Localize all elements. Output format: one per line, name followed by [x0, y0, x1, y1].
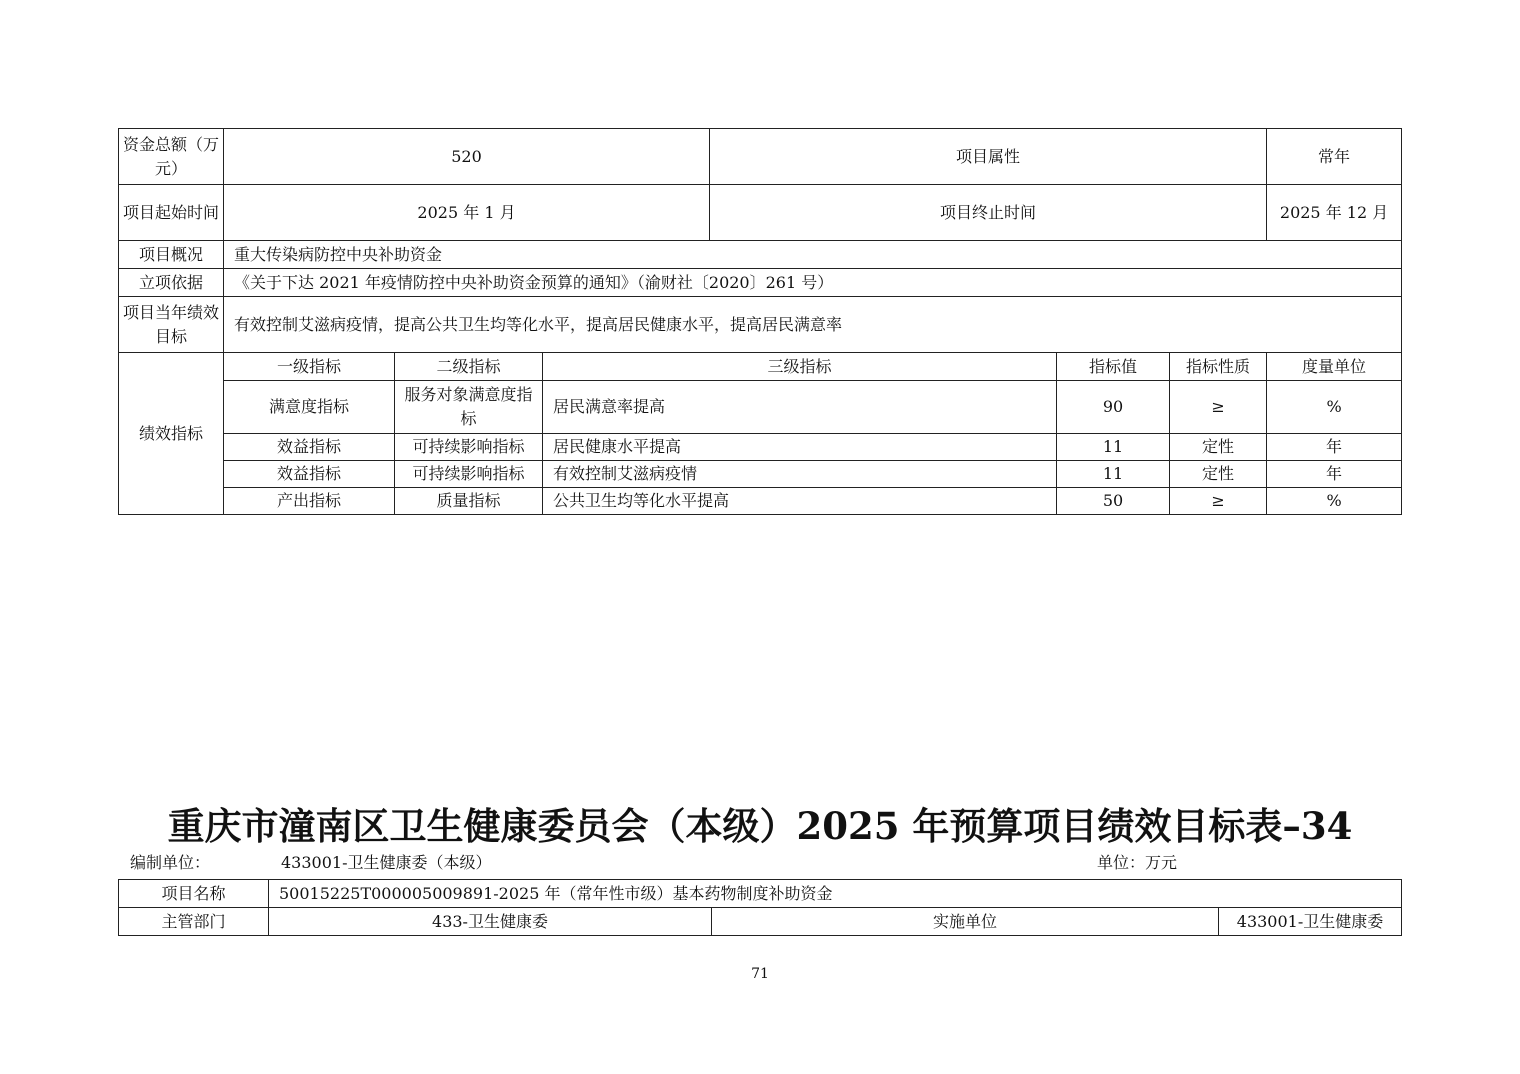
cell-level3: 公共卫生均等化水平提高 [543, 488, 1057, 515]
cell-level2: 质量指标 [395, 488, 543, 515]
goal-label: 项目当年绩效目标 [119, 297, 224, 353]
dept-value: 433-卫生健康委 [269, 908, 712, 936]
cell-nature: 定性 [1170, 434, 1267, 461]
end-label: 项目终止时间 [710, 185, 1267, 241]
header-level1: 一级指标 [224, 353, 395, 381]
cell-unit: 年 [1267, 434, 1402, 461]
cell-level2: 服务对象满意度指标 [395, 381, 543, 434]
cell-value: 50 [1057, 488, 1170, 515]
header-level2: 二级指标 [395, 353, 543, 381]
impl-label: 实施单位 [712, 908, 1219, 936]
cell-value: 90 [1057, 381, 1170, 434]
table-row [119, 434, 1402, 461]
cell-value: 11 [1057, 434, 1170, 461]
unit-label: 单位：万元 [1097, 853, 1178, 872]
end-value: 2025 年 12 月 [1267, 185, 1402, 241]
dept-label: 主管部门 [119, 908, 269, 936]
basis-label: 立项依据 [119, 269, 224, 297]
project-name-label: 项目名称 [119, 880, 269, 908]
header-unit: 度量单位 [1267, 353, 1402, 381]
page-number: 71 [751, 966, 769, 982]
cell-level1: 效益指标 [224, 461, 395, 488]
cell-level3: 有效控制艾滋病疫情 [543, 461, 1057, 488]
cell-level1: 效益指标 [224, 434, 395, 461]
table-row [119, 461, 1402, 488]
performance-table-33 [118, 128, 1402, 515]
cell-nature: 定性 [1170, 461, 1267, 488]
perf-label: 绩效指标 [119, 353, 224, 515]
cell-level1: 产出指标 [224, 488, 395, 515]
page-title: 重庆市潼南区卫生健康委员会（本级）2025 年预算项目绩效目标表–34 [167, 804, 1353, 848]
attr-label: 项目属性 [710, 129, 1267, 185]
cell-unit: 年 [1267, 461, 1402, 488]
cell-level3: 居民健康水平提高 [543, 434, 1057, 461]
org-label: 编制单位： [130, 853, 211, 872]
header-value: 指标值 [1057, 353, 1170, 381]
header-nature: 指标性质 [1170, 353, 1267, 381]
cell-level2: 可持续影响指标 [395, 461, 543, 488]
basis-value: 《关于下达 2021 年疫情防控中央补助资金预算的通知》（渝财社〔2020〕261 号） [224, 269, 1402, 297]
start-label: 项目起始时间 [119, 185, 224, 241]
cell-level1: 满意度指标 [224, 381, 395, 434]
cell-nature: ≥ [1170, 381, 1267, 434]
cell-unit: % [1267, 488, 1402, 515]
cell-value: 11 [1057, 461, 1170, 488]
cell-unit: % [1267, 381, 1402, 434]
cell-level3: 居民满意率提高 [543, 381, 1057, 434]
cell-nature: ≥ [1170, 488, 1267, 515]
table-row [119, 381, 1402, 434]
table-row [119, 488, 1402, 515]
overview-label: 项目概况 [119, 241, 224, 269]
impl-value: 433001-卫生健康委 [1219, 908, 1402, 936]
start-value: 2025 年 1 月 [224, 185, 710, 241]
attr-value: 常年 [1267, 129, 1402, 185]
fund-total-value: 520 [224, 129, 710, 185]
header-level3: 三级指标 [543, 353, 1057, 381]
goal-value: 有效控制艾滋病疫情，提高公共卫生均等化水平，提高居民健康水平，提高居民满意率 [224, 297, 1402, 353]
org-value: 433001-卫生健康委（本级） [281, 853, 492, 872]
overview-value: 重大传染病防控中央补助资金 [224, 241, 1402, 269]
fund-total-label: 资金总额（万元） [119, 129, 224, 185]
cell-level2: 可持续影响指标 [395, 434, 543, 461]
project-name-value: 50015225T000005009891-2025 年（常年性市级）基本药物制度补助资金 [269, 880, 1402, 908]
performance-table-34 [118, 879, 1402, 936]
